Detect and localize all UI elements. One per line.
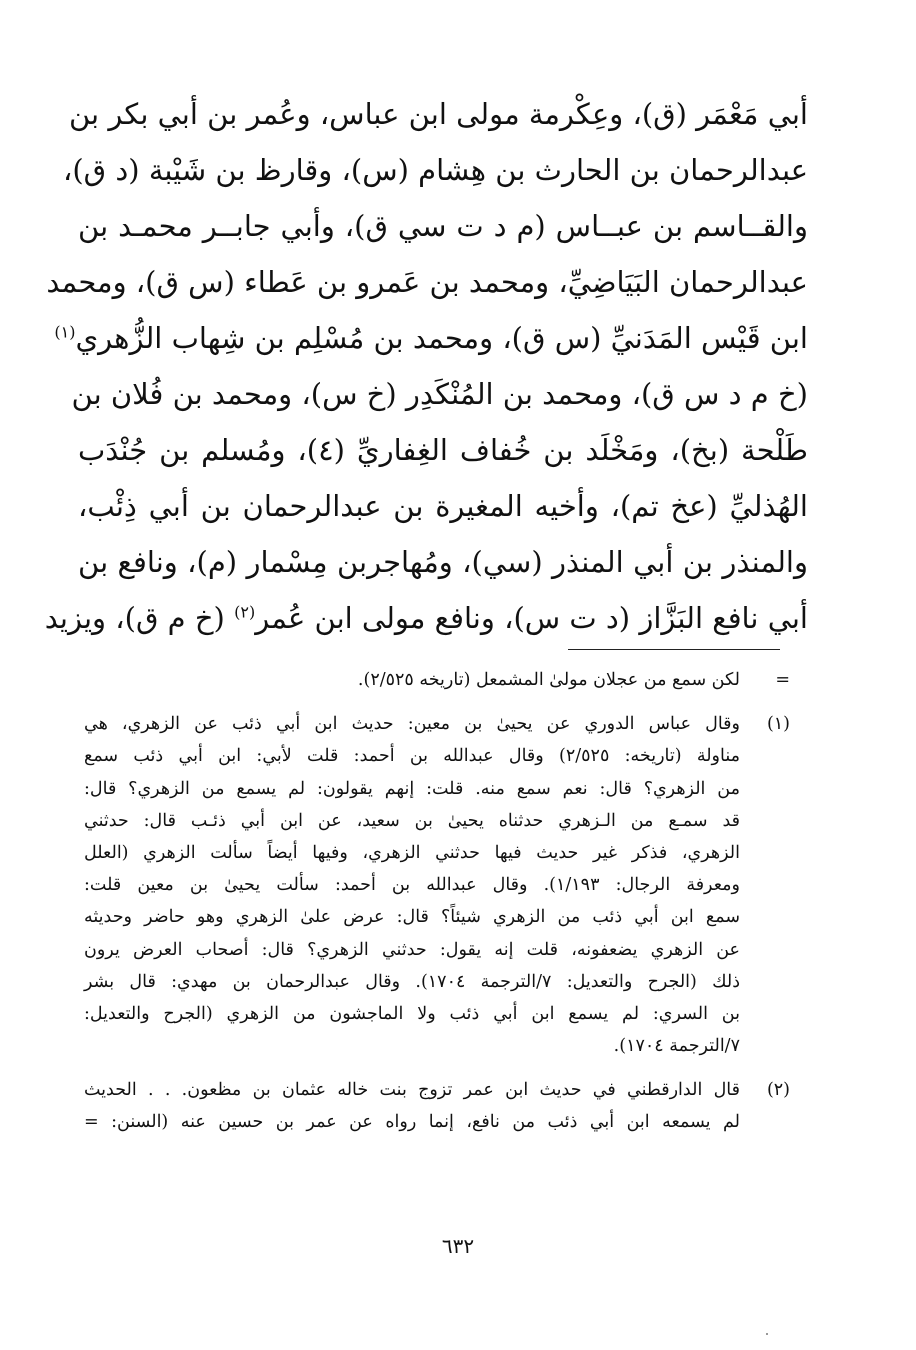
footnote-1	[84, 708, 790, 1062]
main-text-line-2: عبدالرحمان بن الحارث بن هِشام (س)، وقارظ بن شَيْبة (د ق)،	[63, 153, 808, 187]
main-text-line-5-text: ابن قَيْس المَدَنيِّ (س ق)، ومحمد بن مُسْلِم بن شِهاب الزُّهري	[75, 321, 808, 355]
main-text-line-7: طَلْحة (بخ)، ومَخْلَد بن خُفاف الغِفاريِّ (٤)، ومُسلم بن جُنْدَب	[78, 433, 808, 467]
footnote-ref-2: (٢)	[234, 602, 256, 622]
main-text-line-4: عبدالرحمان البَيَاضِيِّ، ومحمد بن عَمرو بن عَطاء (س ق)، ومحمد	[46, 265, 808, 299]
main-text-line-6: (خ م د س ق)، ومحمد بن المُنْكَدِر (خ س)، ومحمد بن فُلان بن	[71, 377, 808, 411]
footnote-2	[84, 1074, 790, 1138]
footnote-separator	[568, 649, 780, 650]
main-text-line-10	[44, 590, 808, 646]
footnote-1-line-2: مناولة (تاريخه: ٢/٥٢٥) وقال عبدالله بن أحمد: قلت لأبي: ابن أبي ذئب سمع	[84, 746, 740, 767]
page-number: ٦٣٢	[441, 1234, 475, 1258]
footnote-2-line-1: قال الدارقطني في حديث ابن عمر تزوج بنت خاله عثمان بن مظعون. . . الحديث	[84, 1080, 740, 1101]
footnotes-block	[84, 664, 790, 1139]
main-text-line-9: والمنذر بن أبي المنذر (سي)، ومُهاجربن مِسْمار (م)، ونافع بن	[78, 545, 808, 579]
footnote-1-line-8: عن الزهري يضعفونه، قلت إنه يقول: حدثني الزهري؟ قال: أصحاب العرض يرون	[84, 939, 740, 960]
footnote-continuation-label: =	[775, 670, 790, 690]
main-text-line-10-tail: (خ م ق)، ويزيد	[44, 601, 225, 635]
scan-speck	[766, 1333, 768, 1335]
footnote-2-label: (٢)	[766, 1080, 790, 1101]
footnote-1-line-3: من الزهري؟ قال: نعم سمع منه. قلت: إنهم يقولون: لم يسمع من الزهري؟ قال:	[84, 778, 740, 799]
main-text-line-1: أبي مَعْمَر (ق)، وعِكْرمة مولى ابن عباس، وعُمر بن أبي بكر بن	[68, 97, 808, 131]
main-text-line-3: والقــاسم بن عبــاس (م د ت سي ق)، وأبي جابــر محمـد بن	[78, 209, 808, 243]
footnote-2-line-2: لم يسمعه ابن أبي ذئب من نافع، إنما رواه عن عمر بن حسين عنه (السنن: =	[84, 1112, 740, 1133]
main-text-line-10-text: أبي نافع البَزَّاز (د ت س)، ونافع مولى ابن عُمر	[255, 601, 808, 635]
footnote-1-line-1: وقال عباس الدوري عن يحيىٰ بن معين: حديث ابن أبي ذئب عن الزهري، هي	[84, 714, 740, 735]
footnote-1-line-11: ٧/الترجمة ١٧٠٤).	[613, 1036, 740, 1057]
footnote-1-line-6: ومعرفة الرجال: ١/١٩٣). وقال عبدالله بن أحمد: سألت يحيىٰ بن معين قلت:	[84, 875, 740, 896]
footnote-1-line-5: الزهري، فذكر غير حديث فيها حدثني الزهري، وفيها أيضاً سألت الزهري (العلل	[84, 842, 740, 863]
footnote-continuation	[84, 664, 790, 696]
main-text-line-8: الهُذليِّ (عخ تم)، وأخيه المغيرة بن عبدالرحمان بن أبي ذِئْب،	[78, 489, 808, 523]
main-text-line-5	[54, 310, 808, 366]
footnote-1-label: (١)	[766, 714, 790, 735]
footnote-1-line-9: ذلك (الجرح والتعديل: ٧/الترجمة ١٧٠٤). وقال عبدالرحمان بن مهدي: قال بشر	[84, 971, 740, 992]
main-text-block	[44, 86, 808, 646]
footnote-1-line-10: بن السري: لم يسمع ابن أبي ذئب ولا الماجشون من الزهري (الجرح والتعديل:	[84, 1003, 740, 1024]
footnote-continuation-line-1: لكن سمع من عجلان مولىٰ المشمعل (تاريخه ٢/٥٢٥).	[357, 670, 740, 690]
footnote-1-line-7: سمع ابن أبي ذئب من الزهري شيئاً؟ قال: عرض علىٰ الزهري وهو حاضر وحديثه	[84, 907, 740, 928]
footnote-ref-1: (١)	[54, 322, 76, 342]
footnote-1-line-4: قد سمـع من الـزهري حدثناه يحيىٰ بن سعيد، عن ابن أبي ذئـب قال: حدثني	[84, 810, 740, 831]
